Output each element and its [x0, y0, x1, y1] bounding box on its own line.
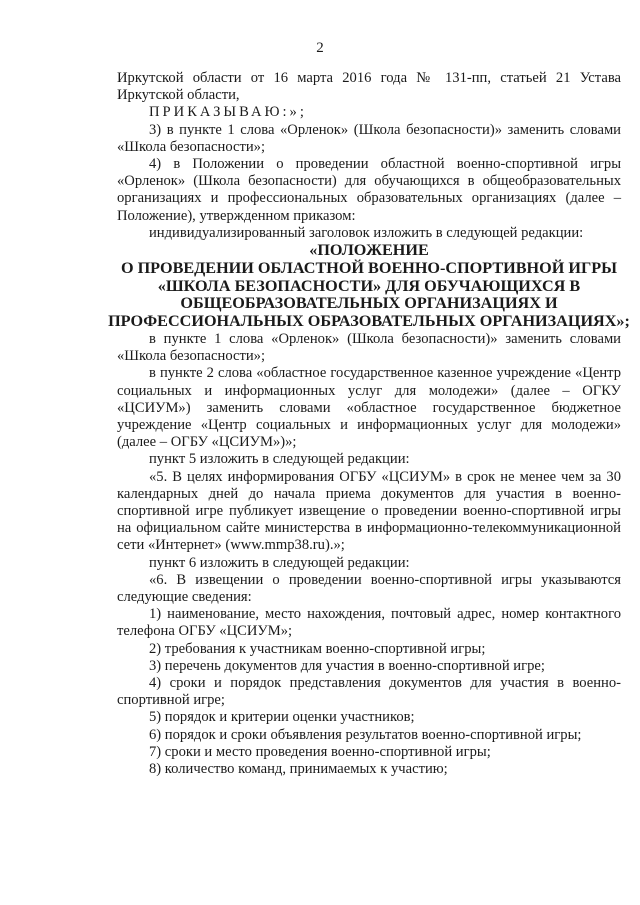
paragraph: 7) сроки и место проведения военно-спортивной игры; — [149, 743, 491, 760]
paragraph: 8) количество команд, принимаемых к участию; — [149, 761, 448, 778]
paragraph: 1) наименование, место нахождения, почтовый адрес, номер контактного телефона ОГБУ «ЦСИУМ»; — [117, 606, 621, 640]
section-heading-line: «ШКОЛА БЕЗОПАСНОСТИ» ДЛЯ ОБУЧАЮЩИХСЯ В — [157, 276, 581, 295]
paragraph: 6) порядок и сроки объявления результатов военно-спортивной игры; — [149, 726, 582, 743]
page-number: 2 — [316, 40, 324, 56]
section-heading-line: О ПРОВЕДЕНИИ ОБЛАСТНОЙ ВОЕННО-СПОРТИВНОЙ ИГРЫ — [120, 258, 618, 277]
paragraph: в пункте 2 слова «областное государственное казенное учреждение «Центр социальных и информационных услуг для молодежи» (далее – ОГКУ «ЦСИУМ») заменить словами «областное государственное бюджетное учреждение «Центр социальных и информационных услуг для молодежи» (далее – ОГБУ «ЦСИУМ»)»; — [117, 365, 621, 451]
section-heading-line: ПРОФЕССИОНАЛЬНЫХ ОБРАЗОВАТЕЛЬНЫХ ОРГАНИЗАЦИЯХ»; — [108, 312, 630, 331]
paragraph: «5. В целях информирования ОГБУ «ЦСИУМ» в срок не менее чем за 30 календарных дней до начала приема документов для участия в военно-спортивной игре публикует извещение о проведении военно-спортивной игры на официальном сайте министерства в информационно-телекоммуникационной сети «Интернет» (www.mmp38.ru).»; — [117, 468, 621, 554]
paragraph: 4) в Положении о проведении областной военно-спортивной игры «Орленок» (Школа безопасности) для обучающихся в общеобразовательных организациях и профессиональных образовательных организациях (далее – Положение), утвержденном приказом: — [117, 156, 621, 224]
paragraph: 3) перечень документов для участия в военно-спортивной игре; — [149, 657, 545, 674]
document-body — [108, 70, 630, 778]
paragraph: пункт 5 изложить в следующей редакции: — [149, 451, 410, 468]
order-word: ПРИКАЗЫВАЮ:»; — [149, 104, 307, 121]
paragraph: 3) в пункте 1 слова «Орленок» (Школа безопасности)» заменить словами «Школа безопасности»; — [117, 121, 621, 155]
paragraph: в пункте 1 слова «Орленок» (Школа безопасности)» заменить словами «Школа безопасности»; — [117, 331, 621, 365]
paragraph: 2) требования к участникам военно-спортивной игры; — [149, 640, 486, 657]
paragraph: «6. В извещении о проведении военно-спортивной игры указываются следующие сведения: — [117, 571, 621, 606]
paragraph: индивидуализированный заголовок изложить в следующей редакции: — [149, 224, 584, 241]
section-heading-line: «ПОЛОЖЕНИЕ — [309, 241, 429, 260]
paragraph: 4) сроки и порядок представления документов для участия в военно-спортивной игре; — [117, 675, 621, 709]
section-heading-line: ОБЩЕОБРАЗОВАТЕЛЬНЫХ ОРГАНИЗАЦИЯХ И — [180, 294, 558, 313]
paragraph: 5) порядок и критерии оценки участников; — [149, 709, 415, 726]
paragraph: пункт 6 изложить в следующей редакции: — [149, 554, 410, 571]
paragraph: Иркутской области от 16 марта 2016 года № 131-пп, статьей 21 Устава Иркутской области, — [117, 70, 621, 104]
